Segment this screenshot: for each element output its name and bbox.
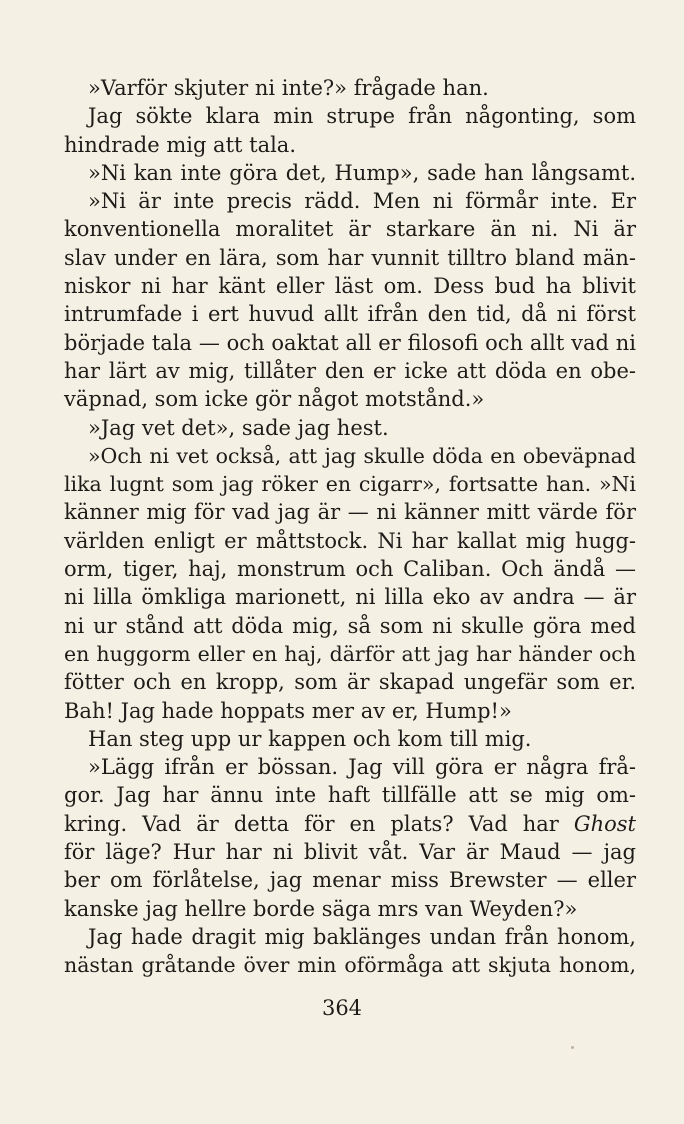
text-line: kring. Vad är detta för en plats? Vad har Ghost [64, 811, 636, 836]
text-line: har lärt av mig, tillåter den er icke att döda en obe- [64, 358, 636, 383]
text-line: en huggorm eller en haj, därför att jag har händer och [64, 641, 636, 666]
text-line: fötter och en kropp, som är skapad ungefär som er. [64, 670, 636, 695]
text-line: för läge? Hur har ni blivit våt. Var är Maud — jag [64, 840, 636, 865]
text-line: »Ni kan inte göra det, Hump», sade han långsamt. [88, 160, 636, 185]
text-line: började tala — och oaktat all er filosofi och allt vad ni [64, 330, 636, 355]
text-line: Jag sökte klara min strupe från någonting, som [88, 104, 636, 129]
text-line: »Och ni vet också, att jag skulle döda en obeväpnad [88, 443, 636, 468]
paper-speck [571, 1046, 574, 1049]
text-line: niskor ni har känt eller läst om. Dess bud ha blivit [64, 274, 636, 299]
text-line: ni ur stånd att döda mig, så som ni skulle göra med [64, 613, 636, 638]
text-line: lika lugnt som jag röker en cigarr», fortsatte han. »Ni [64, 472, 636, 497]
text-line: »Lägg ifrån er bössan. Jag vill göra er några frå- [88, 755, 636, 780]
page-number: 364 [321, 996, 363, 1020]
text-line: kanske jag hellre borde säga mrs van Weyden?» [64, 896, 578, 921]
text-line: gor. Jag har ännu inte haft tillfälle att se mig om- [64, 783, 636, 808]
text-line: »Varför skjuter ni inte?» frågade han. [88, 76, 489, 100]
text-line: väpnad, som icke gör något motstånd.» [64, 387, 485, 412]
text-line: orm, tiger, haj, monstrum och Caliban. Och ändå — [64, 557, 636, 582]
text-line: känner mig för vad jag är — ni känner mitt värde för [64, 500, 636, 525]
text-line: ber om förlåtelse, jag menar miss Brewster — eller [64, 868, 636, 893]
text-line: »Ni är inte precis rädd. Men ni förmår inte. Er [88, 189, 636, 214]
text-line: hindrade mig att tala. [64, 132, 297, 157]
text-line: världen enligt er måttstock. Ni har kallat mig hugg- [64, 528, 636, 553]
body-text [64, 74, 636, 980]
text-line: ni lilla ömkliga marionett, ni lilla eko av andra — är [64, 585, 636, 610]
text-line: konventionella moralitet är starkare än ni. Ni är [64, 217, 636, 242]
text-line: »Jag vet det», sade jag hest. [88, 415, 389, 440]
ship-name: Ghost [573, 811, 636, 836]
text-line: intrumfade i ert huvud allt ifrån den tid, då ni först [64, 302, 636, 327]
text-line: nästan gråtande över min oförmåga att skjuta honom, [64, 953, 636, 978]
text-line: Han steg upp ur kappen och kom till mig. [88, 726, 532, 751]
text-line: slav under en lära, som har vunnit tilltro bland män- [64, 245, 636, 270]
text-line: Jag hade dragit mig baklänges undan från honom, [88, 924, 636, 949]
text-line: Bah! Jag hade hoppats mer av er, Hump!» [64, 698, 512, 723]
